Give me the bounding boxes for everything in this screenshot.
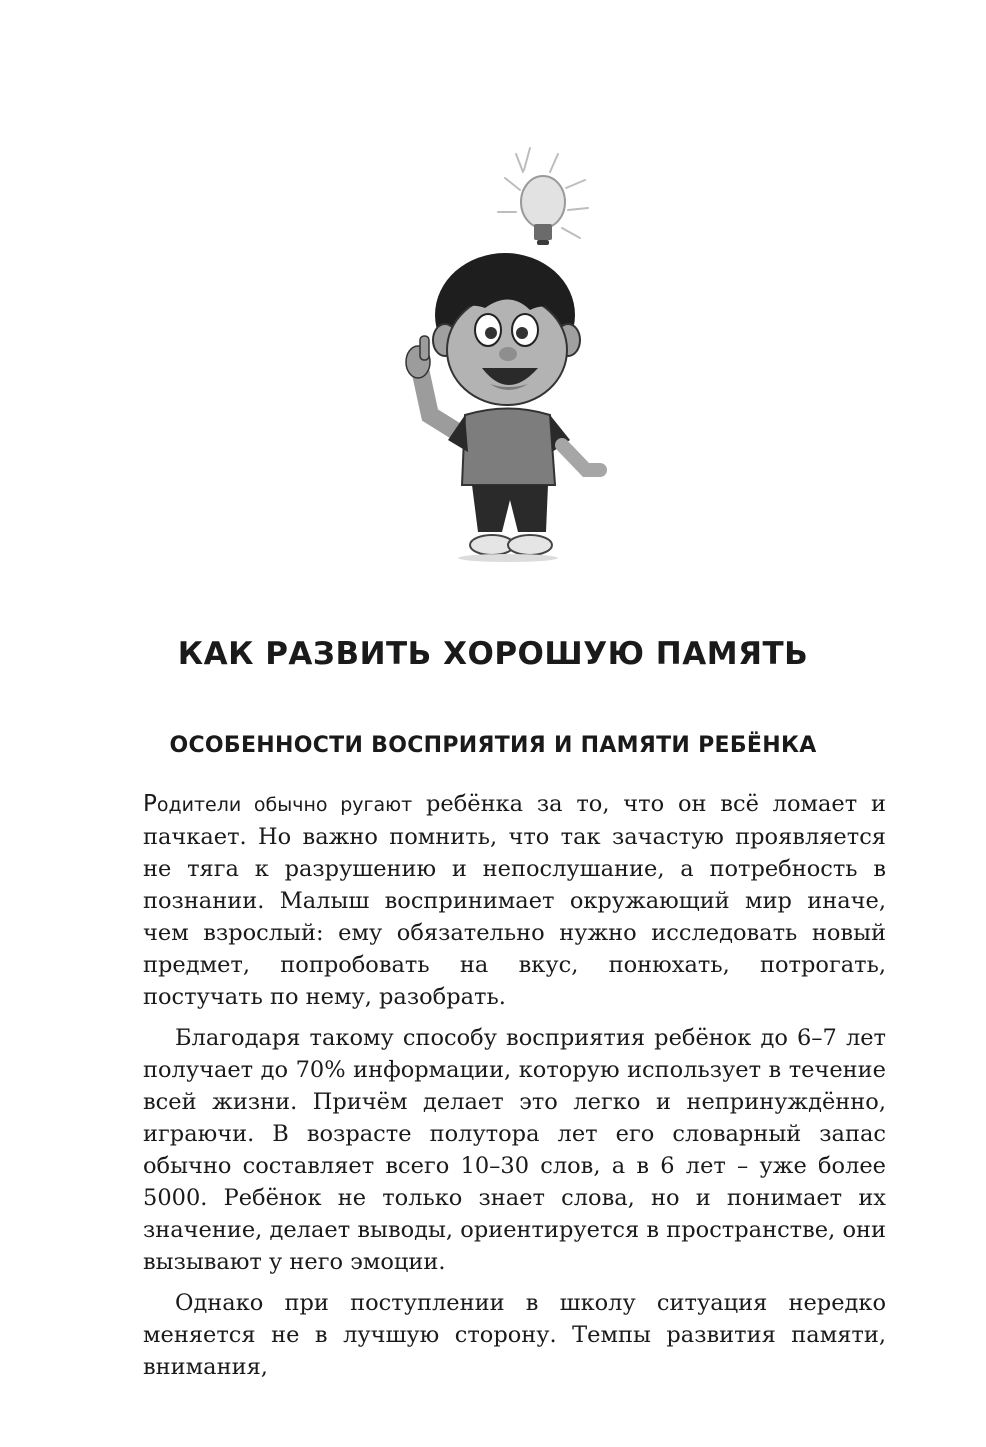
paragraph-3: Однако при поступлении в школу ситуация нередко меняется не в лучшую сторону. Темпы развития памяти, внимания,	[143, 1290, 886, 1380]
paragraph-2: Благодаря такому способу восприятия ребёнок до 6–7 лет получает до 70% информации, которую использует в течение всей жизни. Причём делает это легко и непринуждённо, играючи. В возрасте полутора лет его словарный запас обычно составляет всего 10–30 слов, а в 6 лет – уже более 5000. Ребёнок не только знает слова, но и понимает их значение, делает выводы, ориентируется в пространстве, они вызывают у него эмоции.	[143, 1025, 886, 1275]
section-title: ОСОБЕННОСТИ ВОСПРИЯТИЯ И ПАМЯТИ РЕБЁНКА	[169, 733, 817, 758]
paragraph-lead	[143, 791, 413, 817]
body-text	[143, 788, 886, 1383]
lead-smallcaps: одители обычно ругают	[156, 794, 413, 816]
boy-lightbulb-illustration	[390, 140, 620, 570]
lead-capital: Р	[143, 791, 157, 817]
paragraph-1-text: ребёнка за то, что он всё ломает и пачкает. Но важно помнить, что так зачастую проявляется не тяга к разрушению и непослушание, а потребность в познании. Малыш воспринимает окружающий мир иначе, чем взрослый: ему обязательно нужно исследовать новый предмет, попробовать на вкус, понюхать, потрогать, постучать по нему, разобрать.	[143, 791, 886, 1010]
paragraph-1	[143, 788, 886, 1013]
chapter-title: КАК РАЗВИТЬ ХОРОШУЮ ПАМЯТЬ	[177, 636, 809, 672]
lightbulb-icon	[521, 176, 565, 245]
